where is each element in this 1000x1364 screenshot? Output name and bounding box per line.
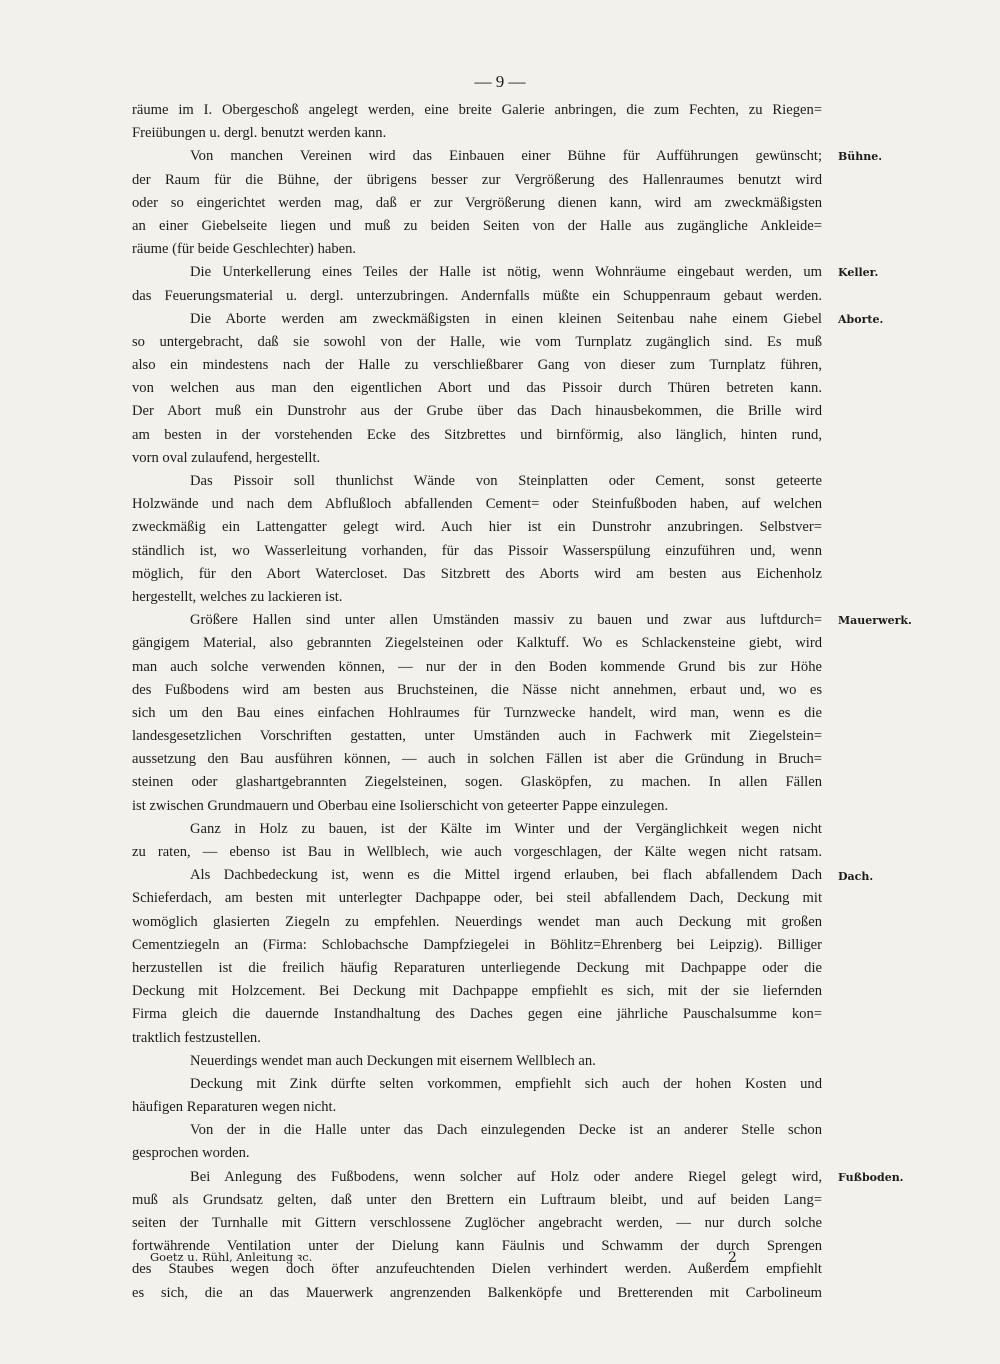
text-line: herzustellen ist die freilich häufig Reparaturen unterliegende Deckung mit Dachpappe oder die bbox=[132, 959, 822, 976]
margin-note: Fußboden. bbox=[838, 1171, 904, 1185]
text-line: des Staubes wegen doch öfter anzufeuchtenden Dielen verhindert werden. Außerdem empfiehlt bbox=[132, 1261, 822, 1278]
text-line: Die Aborte werden am zweckmäßigsten in einen kleinen Seitenbau nahe einem Giebel bbox=[190, 310, 822, 327]
text-line: Holzwände und nach dem Abflußloch abfallenden Cement= oder Steinfußboden haben, auf welchen bbox=[132, 496, 822, 513]
text-line: aussetzung den Bau ausführen können, — auch in solchen Fällen ist aber die Gründung in Bruch= bbox=[132, 751, 822, 768]
text-line: Der Abort muß ein Dunstrohr aus der Grube über das Dach hinausbekommen, die Brille wird bbox=[132, 403, 822, 420]
text-line: Von manchen Vereinen wird das Einbauen einer Bühne für Aufführungen gewünscht; bbox=[190, 148, 822, 165]
text-line: Deckung mit Holzcement. Bei Deckung mit Dachpappe empfiehlt es sich, mit der sie liefernden bbox=[132, 983, 822, 1000]
text-line: Als Dachbedeckung ist, wenn es die Mittel irgend erlauben, bei flach abfallendem Dach bbox=[190, 867, 822, 884]
text-line: gängigem Material, also gebrannten Ziegelsteinen oder Kalktuff. Wo es Schlackensteine giebt, wird bbox=[132, 635, 822, 652]
margin-note: Aborte. bbox=[838, 312, 884, 326]
text-line: sich um den Bau eines einfachen Hohlraumes für Turnzwecke handelt, wird man, wenn es die bbox=[132, 704, 822, 721]
text-line: steinen oder glashartgebrannten Ziegelsteinen, sogen. Glasköpfen, zu machen. In allen Fällen bbox=[132, 774, 822, 791]
text-line: räume im I. Obergeschoß angelegt werden, eine breite Galerie anbringen, die zum Fechten, zu Riegen= bbox=[132, 102, 822, 118]
text-line: seiten der Turnhalle mit Gittern verschlossene Zuglöcher angebracht werden, — nur durch solche bbox=[132, 1215, 822, 1231]
text-line: möglich, für den Abort Watercloset. Das Sitzbrett des Aborts wird am besten aus Eichenholz bbox=[132, 565, 822, 582]
text-line: Das Pissoir soll thunlichst Wände von Steinplatten oder Cement, sonst geteerte bbox=[190, 473, 822, 489]
text-line: der Raum für die Bühne, der übrigens besser zur Vergrößerung des Hallenraumes benutzt wird bbox=[132, 171, 822, 188]
footer-signature: Goetz u. Rühl, Anleitung ꝛc. bbox=[150, 1250, 313, 1264]
text-line: fortwährende Ventilation unter der Dielung kann Fäulnis und Schwamm der durch Sprengen bbox=[132, 1238, 822, 1255]
text-line: häufigen Reparaturen wegen nicht. bbox=[132, 1099, 337, 1116]
text-line: von welchen aus man den eigentlichen Abort und das Pissoir durch Thüren betreten kann. bbox=[132, 380, 822, 397]
text-line: Schieferdach, am besten mit unterlegter Dachpappe oder, bei steil abfallendem Dach, Deckung mit bbox=[132, 890, 822, 907]
text-line: an einer Giebelseite liegen und muß zu beiden Seiten von der Halle aus zugängliche Ankleide= bbox=[132, 217, 822, 234]
text-line: landesgesetzlichen Vorschriften gestatten, unter Umständen auch in Fachwerk mit Ziegelstein= bbox=[132, 728, 822, 745]
text-line: das Feuerungsmaterial u. dergl. unterzubringen. Andernfalls müßte ein Schuppenraum gebaut werden. bbox=[132, 287, 822, 304]
text-line: traktlich festzustellen. bbox=[132, 1029, 261, 1046]
text-line: Die Unterkellerung eines Teiles der Halle ist nötig, wenn Wohnräume eingebaut werden, um bbox=[190, 264, 822, 281]
text-line: Deckung mit Zink dürfte selten vorkommen, empfiehlt sich auch der hohen Kosten und bbox=[190, 1075, 822, 1092]
text-line: gesprochen worden. bbox=[132, 1145, 250, 1162]
text-line: Firma gleich die dauernde Instandhaltung des Daches gegen eine jährliche Pauschalsumme kon= bbox=[132, 1006, 822, 1023]
text-line: zweckmäßig ein Lattengatter gelegt wird. Auch hier ist ein Dunstrohr anzubringen. Selbstver= bbox=[132, 519, 822, 536]
text-line: ist zwischen Grundmauern und Oberbau eine Isolierschicht von geteerter Pappe einzulegen. bbox=[132, 797, 669, 814]
text-line: es sich, die an das Mauerwerk angrenzenden Balkenköpfe und Bretterenden mit Carbolineum bbox=[132, 1284, 822, 1301]
text-line: so untergebracht, daß sie sowohl von der Halle, wie vom Turnplatz zugänglich sind. Es muß bbox=[132, 333, 822, 350]
text-line: Cementziegeln an (Firma: Schlobachsche Dampfziegelei in Böhlitz=Ehrenberg bei Leipzig). Billiger bbox=[132, 936, 822, 953]
text-line: am besten in der vorstehenden Ecke des Sitzbrettes und birnförmig, also länglich, hinten rund, bbox=[132, 426, 822, 443]
page-number: — 9 — bbox=[474, 72, 526, 91]
text-line: also ein mindestens nach der Halle zu verschließbarer Gang von dieser zum Turnplatz führen, bbox=[132, 357, 822, 374]
text-line: Bei Anlegung des Fußbodens, wenn solcher auf Holz oder andere Riegel gelegt wird, bbox=[190, 1168, 822, 1185]
text-line: man auch solche verwenden können, — nur der in den Boden kommende Grund bis zur Höhe bbox=[132, 658, 822, 675]
text-line: Von der in die Halle unter das Dach einzulegenden Decke ist an anderer Stelle schon bbox=[190, 1122, 822, 1139]
text-line: Größere Hallen sind unter allen Umständen massiv zu bauen und zwar aus luftdurch= bbox=[190, 612, 822, 629]
footer-sheet-number: 2 bbox=[728, 1250, 737, 1266]
text-line: ständlich ist, wo Wasserleitung vorhanden, für das Pissoir Wasserspülung einzuführen und, wenn bbox=[132, 542, 822, 559]
text-line: hergestellt, welches zu lackieren ist. bbox=[132, 588, 343, 605]
body-text bbox=[132, 99, 822, 1305]
text-line: räume (für beide Geschlechter) haben. bbox=[132, 241, 357, 258]
margin-note: Keller. bbox=[838, 266, 879, 280]
margin-note: Bühne. bbox=[838, 150, 883, 164]
text-line: muß als Grundsatz gelten, daß unter den Brettern ein Luftraum bleibt, und auf beiden Lang= bbox=[132, 1191, 822, 1208]
text-line: vorn oval zulaufend, hergestellt. bbox=[132, 449, 321, 466]
text-line: Freiübungen u. dergl. benutzt werden kann. bbox=[132, 125, 387, 142]
text-line: oder so eingerichtet werden mag, daß er zur Vergrößerung dienen kann, wird am zweckmäßigsten bbox=[132, 194, 822, 211]
footer bbox=[150, 1250, 740, 1265]
margin-note: Mauerwerk. bbox=[838, 614, 912, 628]
text-line: des Fußbodens wird am besten aus Bruchsteinen, die Nässe nicht annehmen, erbaut und, wo es bbox=[132, 681, 822, 698]
text-line: Ganz in Holz zu bauen, ist der Kälte im Winter und der Vergänglichkeit wegen nicht bbox=[190, 820, 822, 837]
text-line: zu raten, — ebenso ist Bau in Wellblech, wie auch vorgeschlagen, der Kälte wegen nicht ratsam. bbox=[132, 844, 822, 860]
text-line: Neuerdings wendet man auch Deckungen mit eisernem Wellblech an. bbox=[190, 1052, 596, 1069]
margin-note: Dach. bbox=[838, 869, 874, 883]
text-line: womöglich glasierten Ziegeln zu empfehlen. Neuerdings wendet man auch Deckung mit großen bbox=[132, 913, 822, 930]
